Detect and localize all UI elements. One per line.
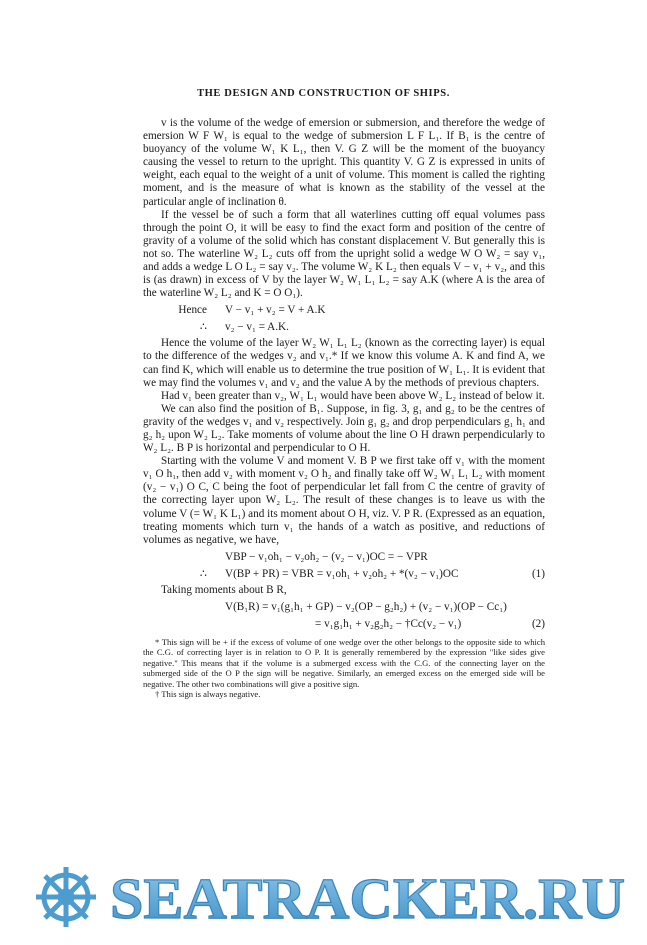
paragraph-waterline: If the vessel be of such a form that all waterlines cutting off equal volumes pass through the point O, it will be easy to find the exact form and position of the centre of gravity of a volume of the solid which has constant displacement V. But generally this is not so. The waterline W₂ L₂ cuts off from the upright solid a wedge W O W₂ = say v₁, and adds a wedge L O L₂ = say v₂. The volume W₂ K L₂ then equals V − v₁ + v₂, and this is (as drawn) in excess of V by the layer W₂ W₁ L₁ L₂ = say A.K (where A is the area of the waterline W₂ L₂ and K = O O₁). (143, 208, 545, 300)
seatracker-watermark (32, 862, 632, 932)
equation-expression: V(BP + PR) = VBR = v₁oh₁ + v₂oh₂ + *(v₂ − v₁)OC (225, 567, 459, 580)
equation-vbp (143, 550, 545, 564)
equation-2 (143, 617, 545, 631)
equation-number: (2) (531, 617, 545, 630)
equation-number: (1) (531, 567, 545, 580)
footnotes (143, 637, 545, 699)
footnote-dagger: † This sign is always negative. (155, 688, 261, 699)
paragraph-correcting-layer: Hence the volume of the layer W₂ W₁ L₁ L₂ (known as the correcting layer) is equal to the difference of the wedges v₂ and v₁.* If we know this volume A. K and find A, we can find K, which will enable us to determine the true position of W₁ L₁. It is evident that we may find the volumes v₁ and v₂ and the value A by the methods of previous chapters. (143, 337, 545, 389)
equation-vb1r (143, 600, 545, 614)
equation-expression: = v₁g₁h₁ + v₂g₂h₂ − †Cc(v₂ − v₁) (315, 617, 462, 630)
paragraph-position-b1: We can also find the position of B₁. Suppose, in fig. 3, g₁ and g₂ to be the centres of gravity of the wedges v₁ and v₂ respectively. Join g₁ g₂ and drop perpendiculars g₁ h₁ and g₂ h₂ upon W₂ L₂. Take moments of volume about the line O H drawn perpendicularly to W₂ L₂. B P is horizontal and perpendicular to O H. (143, 402, 545, 455)
equation-label: ∴ (199, 567, 207, 580)
equation-label: Hence (178, 304, 207, 317)
running-header: THE DESIGN AND CONSTRUCTION OF SHIPS. (197, 88, 450, 99)
body-text (143, 117, 545, 699)
equation-expression: v₂ − v₁ = A.K. (225, 321, 289, 334)
equation-therefore (143, 320, 545, 334)
paragraph-had-v1: Had v₁ been greater than v₂, W₁ L₁ would have been above W₂ L₂ instead of below it. (161, 389, 545, 402)
footnote-star: * This sign will be + if the excess of volume of one wedge over the other belongs to the opposite side to which the C.G. of correcting layer is in relation to O P. It is generally remembered by the expression "like sides give negative." This means that if the volume is a submerged excess with the C.G. of the connecting layer on the submerged side of the O P the sign will be negative. Similarly, an emerged excess on the emerged side will be negative. The other two combinations will give a positive sign. (143, 636, 545, 689)
equation-expression: V(B₁R) = v₁(g₁h₁ + GP) − v₂(OP − g₂h₂) + (v₂ − v₁)(OP − Cc₁) (225, 600, 507, 613)
ship-wheel-icon (36, 867, 96, 927)
paragraph-taking-moments: Taking moments about B R, (161, 583, 287, 596)
watermark-text: SEATRACKER.RU (110, 866, 625, 931)
equation-expression: V − v₁ + v₂ = V + A.K (225, 304, 326, 317)
paragraph-starting: Starting with the volume V and moment V. B P we first take off v₁ with the moment v₁ O h₁, then add v₂ with moment v₂ O h₂ and finally take off W₂ W₁ L₁ L₂ with moment (v₂ − v₁) O C, C being the foot of perpendicular let fall from C the centre of gravity of the correcting layer upon W₂ L₂. The result of these changes is to leave us with the volume V (= W₁ K L₁) and its moment about O H, viz. V. P R. (Expressed as an equation, treating moments which turn v₁ the hands of a watch as positive, and reductions of volumes as negative, we have, (143, 455, 545, 546)
equation-hence (143, 303, 545, 317)
equation-label: ∴ (199, 321, 207, 334)
equation-1 (143, 567, 545, 581)
paragraph-wedge-volume: v is the volume of the wedge of emersion or submersion, and therefore the wedge of emersion W F W₁ is equal to the wedge of submersion L F L₁. If B₁ is the centre of buoyancy of the volume W₁ K L₁, then V. G Z will be the moment of the buoyancy causing the vessel to return to the upright. This quantity V. G Z is expressed in units of weight, each equal to the weight of a unit of volume. This moment is called the righting moment, and is the measure of what is known as the stability of the vessel at the particular angle of inclination θ. (143, 117, 545, 208)
equation-expression: VBP − v₁oh₁ − v₂oh₂ − (v₂ − v₁)OC = − VPR (225, 550, 428, 563)
